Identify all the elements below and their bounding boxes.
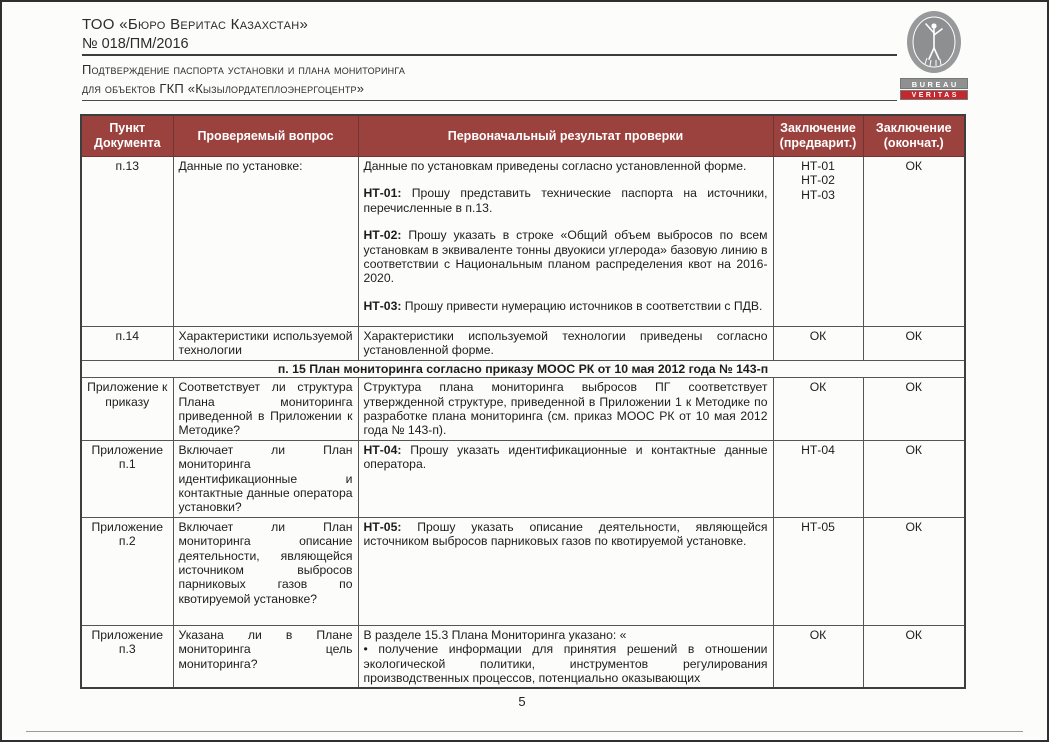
cell-question: Включает ли План мониторинга идентификационные и контактные данные оператора установки? [173, 440, 358, 517]
cell-result: Структура плана мониторинга выбросов ПГ соответствует утвержденной структуре, приведенной в Приложении 1 к Методике по разработке плана мониторинга (см. приказ МООС РК от 10 мая 2012 года № 143-п). [358, 378, 773, 441]
logo-bureau-bar: BUREAU [900, 78, 968, 89]
cell-question: Указана ли в Плане мониторинга цель мониторинга? [173, 625, 358, 688]
table-row [81, 517, 965, 625]
document-header [82, 16, 902, 101]
cell-item: п.14 [81, 327, 173, 361]
col-header-preliminary: Заключение (предварит.) [773, 115, 863, 157]
company-name: ТОО «Бюро Веритас Казахстан» [82, 16, 309, 33]
main-content [80, 114, 964, 709]
cell-item: Приложение к приказу [81, 378, 173, 441]
footer-divider [26, 731, 1023, 732]
review-table-header [81, 115, 965, 157]
cell-question: Данные по установке: [173, 157, 358, 327]
document-title-line2: для объектов ГКП «Кызылордатеплоэнергоцентр» [82, 81, 365, 96]
cell-question: Характеристики используемой технологии [173, 327, 358, 361]
cell-question: Включает ли План мониторинга описание деятельности, являющейся источником выбросов парниковых газов по квотируемой установке? [173, 517, 358, 625]
logo-veritas-bar: VERITAS [900, 90, 968, 100]
cell-item: Приложение п.2 [81, 517, 173, 625]
col-header-result: Первоначальный результат проверки [358, 115, 773, 157]
header-divider-top [82, 54, 897, 56]
cell-preliminary: НТ-04 [773, 440, 863, 517]
table-row [81, 625, 965, 688]
col-header-final: Заключение (окончат.) [863, 115, 965, 157]
cell-final: ОК [863, 517, 965, 625]
cell-final: ОК [863, 440, 965, 517]
cell-item: Приложение п.3 [81, 625, 173, 688]
cell-final: ОК [863, 378, 965, 441]
review-table [80, 114, 966, 689]
cell-result: НТ-04: Прошу указать идентификационные и контактные данные оператора. [358, 440, 773, 517]
cell-final: ОК [863, 157, 965, 327]
col-header-item: Пункт Документа [81, 115, 173, 157]
table-row [81, 440, 965, 517]
cell-final: ОК [863, 327, 965, 361]
section-title: п. 15 План мониторинга согласно приказу МООС РК от 10 мая 2012 года № 143-п [81, 360, 965, 378]
cell-result: Данные по установкам приведены согласно установленной форме. НТ-01: Прошу представить технические паспорта на источники, перечисленные в п.13. НТ-02: Прошу указать в строке «Общий объем выбросов по всем установкам в эквиваленте тонны двуокиси углерода» базовую линию в соответствии с Национальным планом распределения квот на 2016-2020. НТ-03: Прошу привести нумерацию источников в соответствии с ПДВ. [358, 157, 773, 327]
bureau-veritas-emblem-icon [903, 10, 965, 76]
section-row [81, 360, 965, 378]
document-number: № 018/ПМ/2016 [82, 36, 189, 52]
cell-preliminary: ОК [773, 327, 863, 361]
table-row [81, 157, 965, 327]
cell-final: ОК [863, 625, 965, 688]
cell-item: Приложение п.1 [81, 440, 173, 517]
cell-preliminary: НТ-05 [773, 517, 863, 625]
cell-result: В разделе 15.3 Плана Мониторинга указано: « • получение информации для принятия решений в отношении экологической политики, инструментов регулирования производственных процессов, потенциально оказывающих [358, 625, 773, 688]
cell-preliminary: ОК [773, 378, 863, 441]
page-number: 5 [518, 694, 526, 710]
cell-preliminary: ОК [773, 625, 863, 688]
table-row [81, 327, 965, 361]
header-divider-bottom [82, 100, 897, 101]
cell-preliminary: НТ-01 НТ-02 НТ-03 [773, 157, 863, 327]
cell-result: НТ-05: Прошу указать описание деятельности, являющейся источником выбросов парниковых газов по квотируемой установке. [358, 517, 773, 625]
col-header-question: Проверяемый вопрос [173, 115, 358, 157]
bureau-veritas-logo [900, 10, 968, 100]
cell-item: п.13 [81, 157, 173, 327]
table-row [81, 378, 965, 441]
review-table-body [81, 157, 965, 689]
cell-question: Соответствует ли структура Плана мониторинга приведенной в Приложении к Методике? [173, 378, 358, 441]
document-title-line1: Подтверждение паспорта установки и плана мониторинга [82, 62, 406, 77]
cell-result: Характеристики используемой технологии приведены согласно установленной форме. [358, 327, 773, 361]
